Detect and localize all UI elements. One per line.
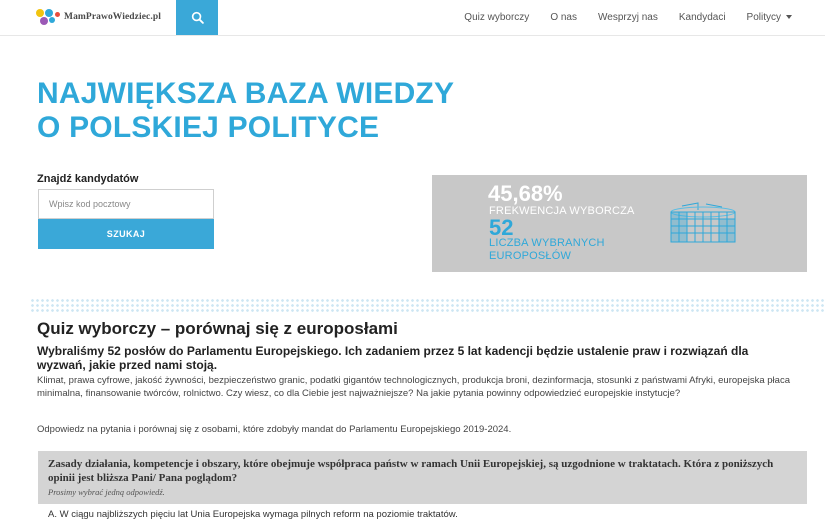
question-panel: [38, 451, 807, 504]
elected-count-label: LICZBA WYBRANYCH EUROPOSŁÓW: [489, 237, 605, 262]
dotted-divider: [30, 298, 825, 312]
find-candidates-label: Znajdź kandydatów: [37, 173, 139, 185]
question-hint: Prosimy wybrać jedną odpowiedź.: [48, 487, 165, 497]
hero-title: [37, 77, 557, 145]
election-stats-panel: [432, 175, 807, 272]
main-nav: [464, 0, 825, 35]
nav-quiz[interactable]: Quiz wyborczy: [464, 12, 530, 23]
caret-down-icon: [786, 15, 792, 19]
turnout-label: FREKWENCJA WYBORCZA: [489, 205, 635, 217]
search-toggle-button[interactable]: [176, 0, 218, 35]
quiz-lead: Wybraliśmy 52 posłów do Parlamentu Europejskiego. Ich zadaniem przez 5 lat kadencji będzie ustalenie praw i rozwiązań dla wyzwań, jakie przed nami stoją.: [37, 344, 749, 372]
search-submit-button[interactable]: SZUKAJ: [38, 219, 214, 249]
answer-option-a[interactable]: A. W ciągu najbliższych pięciu lat Unia Europejska wymaga pilnych reform na poziomie traktatów.: [48, 509, 458, 520]
question-text: Zasady działania, kompetencje i obszary, które obejmuje współpraca państw w ramach Unii Europejskiej, są uzgodnione w traktatach. Która z poniższych opinii jest bliższa Pani/ Pana poglądom?: [48, 458, 774, 484]
quiz-description: Klimat, prawa cyfrowe, jakość żywności, bezpieczeństwo granic, podatki gigantów technologicznych, produkcja broni, dezinformacja, stosunki z państwami Afryki, europejska płaca minimalna, finansowanie twórców, rolnictwo. Czy wiesz, co dla Ciebie jest najważniejsze? Na jakie pytania powinny odpowiedzieć europejskie instytucje?: [37, 375, 790, 399]
elected-count-value: 52: [489, 215, 514, 240]
postal-code-input[interactable]: [38, 189, 214, 219]
nav-politicians-dropdown[interactable]: [747, 12, 792, 23]
top-navbar: [0, 0, 825, 36]
site-logo[interactable]: [36, 5, 161, 29]
hero-title-line1: NAJWIĘKSZA BAZA WIEDZY: [37, 77, 455, 110]
logo-text: MamPrawoWiedziec.pl: [64, 12, 161, 22]
nav-candidates[interactable]: Kandydaci: [678, 12, 726, 23]
logo-dots-icon: [36, 8, 62, 26]
parliament-building-icon: [668, 202, 738, 246]
turnout-value: 45,68%: [488, 181, 563, 206]
search-icon: [191, 11, 204, 24]
nav-politicians-label: Politycy: [746, 12, 781, 23]
hero-title-line2: O POLSKIEJ POLITYCE: [37, 111, 380, 144]
nav-support[interactable]: Wesprzyj nas: [598, 12, 658, 23]
quiz-title: Quiz wyborczy – porównaj się z europosłami: [37, 319, 398, 338]
nav-about[interactable]: O nas: [550, 12, 577, 23]
quiz-instruction: Odpowiedz na pytania i porównaj się z osobami, które zdobyły mandat do Parlamentu Europejskiego 2019-2024.: [37, 424, 512, 435]
